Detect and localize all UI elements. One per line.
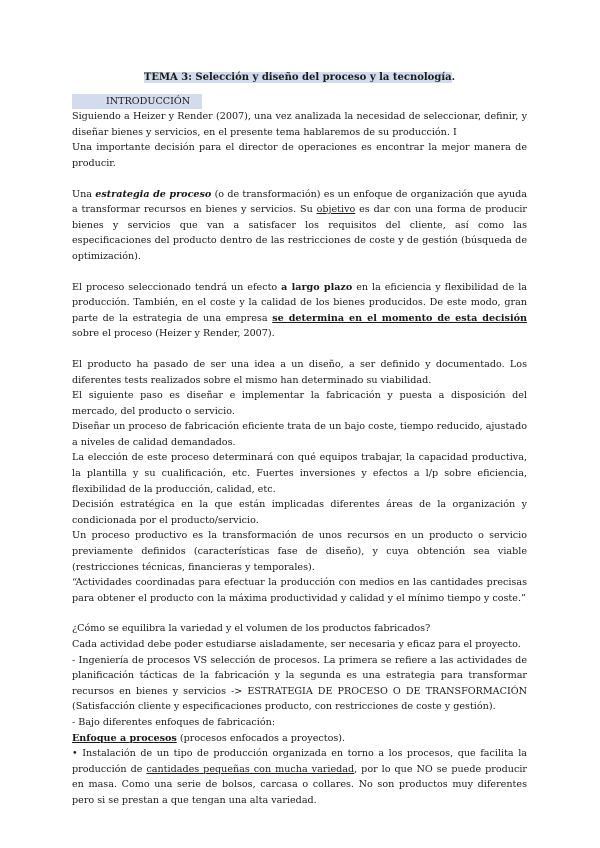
long-term-paragraph <box>72 280 527 342</box>
term-objective: objetivo <box>316 204 356 216</box>
paragraph-line: El producto ha pasado de ser una idea a un diseño, a ser definido y documentado. Los diferentes tests realizados sobre el mismo han determinado su viabilidad. <box>72 358 527 386</box>
bullet-paragraph <box>72 746 527 808</box>
title-period: . <box>451 72 456 83</box>
text-run: El proceso seleccionado tendrá un efecto <box>72 281 282 293</box>
paragraph-line: Diseñar un proceso de fabricación eficiente trata de un bajo coste, tiempo reducido, ajustado a niveles de calidad demandados. <box>72 421 527 448</box>
paragraph-line: Decisión estratégica en la que están implicadas diferentes áreas de la organización y condicionada por el producto/servicio. <box>72 499 527 526</box>
intro-heading: INTRODUCCIÓN <box>72 94 202 110</box>
process-strategy-paragraph <box>72 187 527 265</box>
text-run: en la eficiencia y flexibilidad de la producción. También, en el coste y la calidad de los bienes producidos. De este modo, gran parte de la estrategia de una empresa <box>72 281 527 324</box>
text-run: (procesos enfocados a proyectos). <box>176 732 346 744</box>
text-run: • Instalación de un tipo de producción organizada en torno a los procesos, que facilita la producción de <box>72 748 527 775</box>
paragraph-line: El siguiente paso es diseñar e implementar la fabricación y puesta a disposición del mercado, del producto o servicio. <box>72 390 527 417</box>
text-run: (o de transformación) es un enfoque de organización que ayuda a transformar recursos en bienes y servicios. Su <box>72 188 527 216</box>
text-run: Una <box>72 188 96 200</box>
term-small-quantities: cantidades pequeñas con mucha variedad <box>146 763 355 775</box>
document-title <box>72 70 527 86</box>
paragraph-line: Un proceso productivo es la transformación de unos recursos en un producto o servicio previamente definidos (características fase de diseño), y cuya obtención sea viable (restricciones técnicas, financieras y temporales). <box>72 530 527 573</box>
enfoque-label: Enfoque a procesos <box>72 732 177 744</box>
term-long-term: a largo plazo <box>281 281 353 293</box>
enfoque-heading <box>72 731 527 747</box>
title-text: TEMA 3: Selección y diseño del proceso y la tecnología <box>143 72 452 83</box>
text-run: , por lo que NO se puede producir en masa. Como una serie de bolsos, carcasa o collares. No son productos muy diferentes pero si se prestan a que tengan una alta variedad. <box>72 763 527 806</box>
intro-paragraph-1: Siguiendo a Heizer y Render (2007), una vez analizada la necesidad de seleccionar, definir, y diseñar bienes y servicios, en el presente tema hablaremos de su producción. I <box>72 111 527 138</box>
term-decision: se determina en el momento de esta decisión <box>272 312 527 324</box>
document-body <box>72 70 527 809</box>
paragraph-line: La elección de este proceso determinará con qué equipos trabajar, la capacidad productiva, la plantilla y su cualificación, etc. Fuertes inversiones y efectos a l/p sobre eficiencia, flexibilidad de la producción, calidad, etc. <box>72 452 527 495</box>
text-run: sobre el proceso (Heizer y Render, 2007). <box>72 328 275 340</box>
paragraph-line: - Ingeniería de procesos VS selección de procesos. La primera se refiere a las actividades de planificación tácticas de la fabricación y la segunda es una estrategia para transformar recursos en bienes y servicios -> ESTRATEGIA DE PROCESO O DE TRANSFORMACIÓN (Satisfacción cliente y especificaciones producto, con restricciones de coste y gestión). <box>72 654 527 713</box>
intro-paragraph-2: Una importante decisión para el director de operaciones es encontrar la mejor manera de producir. <box>72 142 527 169</box>
term-process-strategy: estrategia de proceso <box>95 188 212 200</box>
intro-heading-line <box>72 94 527 110</box>
text-run: es dar con una forma de producir bienes y servicios que van a satisfacer los requisitos del cliente, así como las especificaciones del producto dentro de las restricciones de coste y de gestión (búsqueda de optimización). <box>72 204 528 262</box>
paragraph-line: Cada actividad debe poder estudiarse aisladamente, ser necesaria y eficaz para el proyecto. <box>72 639 521 650</box>
question-line: ¿Cómo se equilibra la variedad y el volumen de los productos fabricados? <box>72 623 431 635</box>
paragraph-line: - Bajo diferentes enfoques de fabricación: <box>72 716 276 728</box>
quote-paragraph: “Actividades coordinadas para efectuar la producción con medios en las cantidades precisas para obtener el producto con la máxima productividad y calidad y el mínimo tiempo y coste.” <box>72 577 527 604</box>
